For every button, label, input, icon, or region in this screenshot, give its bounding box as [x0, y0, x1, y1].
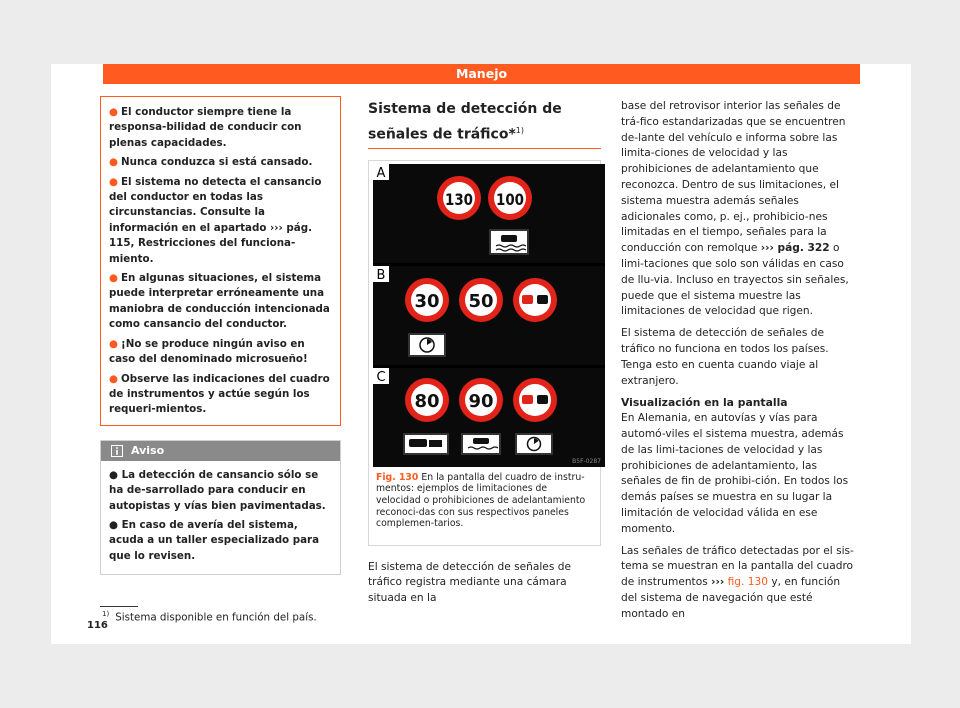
- warning-item: ● ¡No se produce ningún aviso en caso del denominado microsueño!: [109, 337, 308, 366]
- clock-panel-icon: [516, 434, 552, 454]
- middle-column: [368, 99, 601, 607]
- no-overtaking-sign: [513, 278, 557, 322]
- notice-title: Aviso: [131, 443, 165, 457]
- info-icon: [111, 445, 123, 457]
- clock-panel-icon: [409, 334, 445, 356]
- warning-item: ● Nunca conduzca si está cansado.: [109, 156, 313, 169]
- footnote: $^{1)}$ Sistema disponible en función del país.: [102, 610, 317, 624]
- wet-road-panel-icon: [462, 434, 500, 454]
- notice-header: [101, 441, 340, 461]
- svg-text:80: 80: [414, 390, 440, 412]
- panel-c: [373, 368, 605, 467]
- figure-code: B5F-0287: [572, 457, 601, 465]
- speed-limit-sign: [405, 378, 449, 422]
- speed-limit-sign: [459, 378, 503, 422]
- warning-item: ● El sistema no detecta el cansancio del conductor en todas las circunstancias. Consulte la información en el apartado ››› pág. 115, Restricciones del funciona-miento.: [109, 175, 322, 265]
- warning-item: ● Observe las indicaciones del cuadro de instrumentos y actúe según los requeri-mientos.: [109, 372, 330, 416]
- notice-box: [100, 440, 341, 575]
- page-number: 116: [87, 620, 108, 631]
- figure-image: [373, 164, 605, 467]
- panel-a: [373, 164, 605, 263]
- svg-text:30: 30: [414, 290, 440, 312]
- notice-item: ● La detección de cansancio sólo se ha de-sarrollado para conducir en autopistas y vías bien pavimentadas.: [109, 468, 326, 512]
- section-title: Sistema de detección de señales de tráfico*$^{1)}$: [368, 101, 562, 143]
- body-paragraph: El sistema de detección de señales de tráfico registra mediante una cámara situada en la: [368, 560, 571, 605]
- speed-limit-sign: [437, 176, 481, 220]
- panel-label-c: C: [376, 369, 386, 385]
- warning-box: [100, 96, 341, 426]
- figure-caption: Fig. 130 En la pantalla del cuadro de instru-mentos: ejemplos de limitaciones de velocidad o prohibiciones de adelantamiento reconoci-das con sus respectivos paneles complemen-tarios.: [376, 471, 586, 530]
- left-column: [100, 96, 341, 575]
- page-header: Manejo: [103, 64, 860, 84]
- svg-text:100: 100: [496, 189, 524, 209]
- notice-item: ● En caso de avería del sistema, acuda a un taller especializado para que lo revisen.: [109, 518, 320, 562]
- wet-road-panel-icon: [490, 230, 528, 254]
- warning-item: ● El conductor siempre tiene la responsa-bilidad de conducir con plenas capacidades.: [109, 106, 302, 149]
- speed-limit-sign: [488, 176, 532, 220]
- no-overtaking-sign: [513, 378, 557, 422]
- panel-b: [373, 266, 605, 365]
- body-paragraph: Las señales de tráfico detectadas por el sis-tema se muestran en la pantalla del cuadro de instrumentos ››› fig. 130 y, en función del sistema de navegación que esté montado en: [621, 544, 854, 620]
- speed-limit-sign: [405, 278, 449, 322]
- panel-label-b: B: [376, 267, 386, 283]
- trailer-panel-icon: [404, 434, 448, 454]
- subheading: Visualización en la pantalla: [621, 396, 788, 410]
- cross-reference-link[interactable]: ››› pág. 322: [760, 242, 830, 255]
- body-paragraph: base del retrovisor interior las señales de trá-fico estandarizadas que se encuentren de-lante del vehículo e informa sobre las limita-ciones de velocidad y las prohibiciones de adelantamiento que reconozca. Dentro de sus limitaciones, el sistema muestra además señales adicionales como, p. ej., prohibicio-nes limitadas en el tiempo, señales para la conducción con remolque ››› pág. 322 o limi-taciones que solo son válidas en caso de llu-via. Incluso en trayectos sin señales, puede que el sistema muestre las limitaciones de velocidad que rigen.: [621, 100, 849, 318]
- svg-text:50: 50: [468, 290, 494, 312]
- svg-text:90: 90: [468, 390, 494, 412]
- right-column: [621, 99, 859, 629]
- title-divider: [368, 148, 601, 149]
- warning-item: ● En algunas situaciones, el sistema puede interpretar erróneamente una maniobra de conducción intencionada como cansancio del conductor.: [109, 272, 330, 331]
- cross-reference-link[interactable]: ››› pág. 115, Restricciones del funciona-miento.: [109, 221, 312, 265]
- body-paragraph: El sistema de detección de señales de tráfico no funciona en todos los países. Tenga esto en cuenta cuando viaje al extranjero.: [621, 327, 829, 387]
- panel-label-a: A: [376, 165, 386, 181]
- body-paragraph: En Alemania, en autovías y vías para automó-viles el sistema muestra, además de las limi-taciones de velocidad y las prohibiciones de adelantamiento, las señales de fin de prohibi-ción. En todos los demás países se muestra en su lugar la limitación de velocidad válida en ese momento.: [621, 412, 849, 535]
- figure-130: [368, 160, 601, 546]
- figure-reference-link[interactable]: fig. 130: [727, 576, 768, 589]
- svg-text:130: 130: [445, 189, 473, 209]
- speed-limit-sign: [459, 278, 503, 322]
- footnote-divider: [100, 606, 138, 607]
